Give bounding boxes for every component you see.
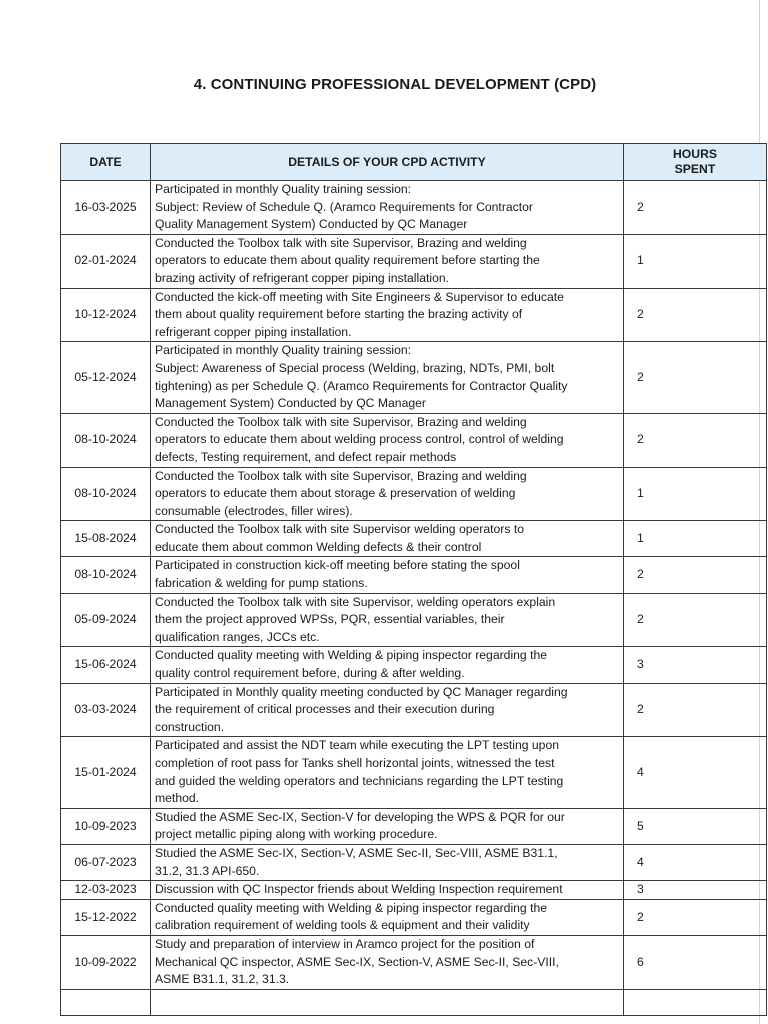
cell-date: 10-09-2023 bbox=[61, 808, 151, 844]
cell-details bbox=[151, 844, 624, 880]
cell-date: 10-12-2024 bbox=[61, 288, 151, 342]
details-line: construction. bbox=[155, 719, 225, 734]
table-row bbox=[61, 557, 767, 593]
details-line: Studied the ASME Sec-IX, Section-V for developing the WPS & PQR for our bbox=[155, 809, 565, 824]
details-line: Participated in monthly Quality training session: bbox=[155, 343, 412, 358]
header-date: DATE bbox=[61, 144, 151, 181]
cell-hours: 3 bbox=[624, 881, 767, 900]
cell-empty bbox=[624, 989, 767, 1015]
header-details: DETAILS OF YOUR CPD ACTIVITY bbox=[151, 144, 624, 181]
details-line: Quality Management System) Conducted by QC Manager bbox=[155, 217, 468, 232]
cell-hours: 3 bbox=[624, 647, 767, 683]
details-line: Conducted quality meeting with Welding & piping inspector regarding the bbox=[155, 900, 548, 915]
header-hours: HOURS SPENT bbox=[624, 144, 767, 181]
cell-details bbox=[151, 557, 624, 593]
table-row bbox=[61, 234, 767, 288]
cell-date: 16-03-2025 bbox=[61, 181, 151, 235]
cell-details bbox=[151, 808, 624, 844]
cell-date: 10-09-2022 bbox=[61, 935, 151, 989]
details-line: operators to educate them about welding process control, control of welding bbox=[155, 432, 564, 447]
cell-details bbox=[151, 467, 624, 521]
cell-hours: 4 bbox=[624, 737, 767, 808]
cell-date: 06-07-2023 bbox=[61, 844, 151, 880]
table-row bbox=[61, 467, 767, 521]
table-row bbox=[61, 181, 767, 235]
details-line: ASME B31.1, 31.2, 31.3. bbox=[155, 972, 290, 987]
details-line: method. bbox=[155, 791, 200, 806]
details-line: the requirement of critical processes and their execution during bbox=[155, 702, 495, 717]
details-line: operators to educate them about storage & preservation of welding bbox=[155, 486, 516, 501]
details-line: Subject: Review of Schedule Q. (Aramco Requirements for Contractor bbox=[155, 199, 533, 214]
table-row bbox=[61, 647, 767, 683]
cell-details bbox=[151, 881, 624, 900]
details-line: them about quality requirement before starting the brazing activity of bbox=[155, 307, 523, 322]
section-title: 4. CONTINUING PROFESSIONAL DEVELOPMENT (CPD) bbox=[193, 76, 597, 93]
details-line: Conducted the Toolbox talk with site Supervisor, Brazing and welding bbox=[155, 235, 527, 250]
cell-date: 08-10-2024 bbox=[61, 467, 151, 521]
details-line: 31.2, 31.3 API-650. bbox=[155, 863, 260, 878]
table-header-row bbox=[61, 144, 767, 181]
cell-details bbox=[151, 593, 624, 647]
cell-details bbox=[151, 413, 624, 467]
cell-hours: 1 bbox=[624, 521, 767, 557]
details-line: Conducted the Toolbox talk with site Supervisor welding operators to bbox=[155, 522, 524, 537]
cell-details bbox=[151, 342, 624, 413]
table-row bbox=[61, 521, 767, 557]
cell-hours: 2 bbox=[624, 683, 767, 737]
cell-hours: 4 bbox=[624, 844, 767, 880]
table-row bbox=[61, 881, 767, 900]
cell-empty bbox=[61, 989, 151, 1015]
details-line: Participated in monthly Quality training session: bbox=[155, 182, 412, 196]
cell-hours: 5 bbox=[624, 808, 767, 844]
table-row-empty bbox=[61, 989, 767, 1015]
details-line: Conducted the kick-off meeting with Site Engineers & Supervisor to educate bbox=[155, 289, 564, 304]
cell-details bbox=[151, 737, 624, 808]
details-line: them the project approved WPSs, PQR, essential variables, their bbox=[155, 612, 505, 627]
cell-empty bbox=[151, 989, 624, 1015]
cell-date: 02-01-2024 bbox=[61, 234, 151, 288]
details-line: Mechanical QC inspector, ASME Sec-IX, Section-V, ASME Sec-II, Sec-VIII, bbox=[155, 954, 559, 969]
details-line: qualification ranges, JCCs etc. bbox=[155, 629, 320, 644]
cell-date: 15-01-2024 bbox=[61, 737, 151, 808]
cell-date: 12-03-2023 bbox=[61, 881, 151, 900]
details-line: Conducted the Toolbox talk with site Supervisor, welding operators explain bbox=[155, 594, 556, 609]
table-row bbox=[61, 413, 767, 467]
table-row bbox=[61, 844, 767, 880]
cell-date: 05-09-2024 bbox=[61, 593, 151, 647]
details-line: Participated in construction kick-off meeting before stating the spool bbox=[155, 558, 520, 573]
cpd-table bbox=[60, 143, 767, 1016]
table-row bbox=[61, 288, 767, 342]
table-row bbox=[61, 899, 767, 935]
details-line: consumable (electrodes, filler wires). bbox=[155, 503, 353, 518]
cell-hours: 1 bbox=[624, 234, 767, 288]
cell-hours: 2 bbox=[624, 342, 767, 413]
cell-date: 05-12-2024 bbox=[61, 342, 151, 413]
table-row bbox=[61, 683, 767, 737]
cell-hours: 2 bbox=[624, 181, 767, 235]
details-line: educate them about common Welding defects & their control bbox=[155, 539, 482, 554]
table-body bbox=[61, 181, 767, 1016]
cell-date: 03-03-2024 bbox=[61, 683, 151, 737]
cell-date: 15-12-2022 bbox=[61, 899, 151, 935]
table-row bbox=[61, 342, 767, 413]
details-line: and guided the welding operators and technicians regarding the LPT testing bbox=[155, 773, 564, 788]
details-line: Study and preparation of interview in Aramco project for the position of bbox=[155, 936, 535, 951]
cell-date: 15-08-2024 bbox=[61, 521, 151, 557]
table-row bbox=[61, 935, 767, 989]
cell-date: 15-06-2024 bbox=[61, 647, 151, 683]
details-line: Participated and assist the NDT team while executing the LPT testing upon bbox=[155, 738, 559, 753]
details-line: Participated in Monthly quality meeting conducted by QC Manager regarding bbox=[155, 684, 568, 699]
cell-details bbox=[151, 521, 624, 557]
cell-hours: 2 bbox=[624, 557, 767, 593]
cell-hours: 2 bbox=[624, 899, 767, 935]
cell-details bbox=[151, 683, 624, 737]
details-line: calibration requirement of welding tools & equipment and their validity bbox=[155, 918, 530, 933]
details-line: Studied the ASME Sec-IX, Section-V, ASME Sec-II, Sec-VIII, ASME B31.1, bbox=[155, 845, 558, 860]
table-row bbox=[61, 737, 767, 808]
cell-details bbox=[151, 647, 624, 683]
cell-hours: 6 bbox=[624, 935, 767, 989]
cell-hours: 2 bbox=[624, 288, 767, 342]
cell-date: 08-10-2024 bbox=[61, 413, 151, 467]
table-row bbox=[61, 593, 767, 647]
details-line: defects, Testing requirement, and defect repair methods bbox=[155, 449, 457, 464]
cell-details bbox=[151, 935, 624, 989]
cell-details bbox=[151, 234, 624, 288]
details-line: Discussion with QC Inspector friends about Welding Inspection requirement bbox=[155, 882, 563, 897]
cell-hours: 1 bbox=[624, 467, 767, 521]
details-line: operators to educate them about quality requirement before starting the bbox=[155, 253, 540, 268]
details-line: quality control requirement before, during & after welding. bbox=[155, 666, 465, 681]
table-row bbox=[61, 808, 767, 844]
details-line: completion of root pass for Tanks shell horizontal joints, witnessed the test bbox=[155, 756, 555, 770]
cell-hours: 2 bbox=[624, 593, 767, 647]
cell-details bbox=[151, 288, 624, 342]
details-line: Management System) Conducted by QC Manager bbox=[155, 396, 426, 411]
details-line: tightening) as per Schedule Q. (Aramco Requirements for Contractor Quality bbox=[155, 378, 568, 393]
details-line: fabrication & welding for pump stations. bbox=[155, 576, 368, 591]
details-line: Subject: Awareness of Special process (Welding, brazing, NDTs, PMI, bolt bbox=[155, 360, 555, 375]
details-line: Conducted the Toolbox talk with site Supervisor, Brazing and welding bbox=[155, 414, 527, 429]
cell-date: 08-10-2024 bbox=[61, 557, 151, 593]
details-line: brazing activity of refrigerant copper piping installation. bbox=[155, 270, 450, 285]
cell-details bbox=[151, 899, 624, 935]
details-line: Conducted the Toolbox talk with site Supervisor, Brazing and welding bbox=[155, 468, 527, 483]
details-line: project metallic piping along with working procedure. bbox=[155, 827, 438, 842]
cell-details bbox=[151, 181, 624, 235]
details-line: Conducted quality meeting with Welding & piping inspector regarding the bbox=[155, 648, 548, 663]
details-line: refrigerant copper piping installation. bbox=[155, 324, 352, 339]
cell-hours: 2 bbox=[624, 413, 767, 467]
